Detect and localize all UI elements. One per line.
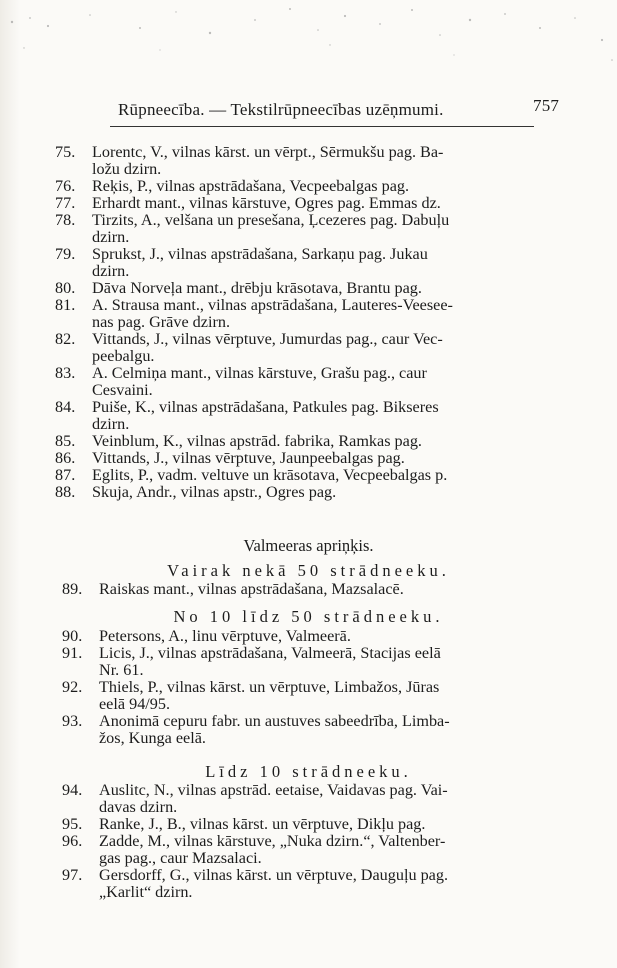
entry-text-continued: žos, Kunga eelā. bbox=[99, 729, 206, 747]
entry-number: 76. bbox=[55, 177, 76, 195]
entry-number: 86. bbox=[55, 449, 76, 467]
entry-text-continued: peebalgu. bbox=[92, 347, 155, 365]
entry-text: Thiels, P., vilnas kārst. un vērptuve, Limbažos, Jūras bbox=[99, 678, 440, 696]
entry-text: Eglits, P., vadm. veltuve un krāsotava, Vecpeebalgas p. bbox=[92, 466, 448, 484]
entry-text: Erhardt mant., vilnas kārstuve, Ogres pag. Emmas dz. bbox=[92, 194, 441, 212]
entry-text: Tirzits, A., velšana un presešana, Ļcezeres pag. Dabuļu bbox=[92, 211, 450, 229]
entry-number: 94. bbox=[62, 781, 83, 799]
entry-text: Vittands, J., vilnas vērptuve, Jaunpeebalgas pag. bbox=[92, 449, 405, 467]
entry-number: 96. bbox=[62, 832, 83, 850]
entry-number: 75. bbox=[55, 143, 76, 161]
entry-number: 87. bbox=[55, 466, 76, 484]
entry-text-continued: Nr. 61. bbox=[99, 661, 144, 679]
entry-text: Anonimā cepuru fabr. un austuves sabeedrība, Limba- bbox=[99, 712, 450, 730]
entry-number: 88. bbox=[55, 483, 76, 501]
entry-text: Dāva Norveļa mant., drēbju krāsotava, Brantu pag. bbox=[92, 279, 422, 297]
entry-number: 83. bbox=[55, 364, 76, 382]
entry-number: 90. bbox=[62, 627, 83, 645]
entry-number: 95. bbox=[62, 815, 83, 833]
entry-text: Veinblum, K., vilnas apstrād. fabrika, Ramkas pag. bbox=[92, 432, 422, 450]
entry-text-continued: dzirn. bbox=[92, 415, 130, 433]
entry-text: Licis, J., vilnas apstrādašana, Valmeerā, Stacijas eelā bbox=[99, 644, 441, 662]
entry-text-continued: Cesvaini. bbox=[92, 381, 153, 399]
subsection-more-than-50: Vairak nekā 50 strādneeku. bbox=[167, 561, 450, 580]
entry-text: Petersons, A., linu vērptuve, Valmeerā. bbox=[99, 627, 351, 645]
entry-number: 80. bbox=[55, 279, 76, 297]
subsection-up-to-10: Līdz 10 strādneeku. bbox=[205, 762, 412, 781]
entry-text: Puiše, K., vilnas apstrādašana, Patkules pag. Bikseres bbox=[92, 398, 439, 416]
entry-text: Raiskas mant., vilnas apstrādašana, Mazsalacē. bbox=[99, 580, 404, 598]
entry-text: Skuja, Andr., vilnas apstr., Ogres pag. bbox=[92, 483, 337, 501]
entry-text: Gersdorff, G., vilnas kārst. un vērptuve, Dauguļu pag. bbox=[99, 866, 449, 884]
entry-text-continued: „Karlit“ dzirn. bbox=[99, 883, 193, 901]
entry-text-continued: gas pag., caur Mazsalaci. bbox=[99, 849, 262, 867]
entry-text: Lorentc, V., vilnas kārst. un vērpt., Sērmukšu pag. Ba- bbox=[92, 143, 444, 161]
entry-text-continued: ložu dzirn. bbox=[92, 160, 162, 178]
entry-number: 78. bbox=[55, 211, 76, 229]
subsection-10-to-50: No 10 līdz 50 strādneeku. bbox=[173, 607, 444, 626]
entry-number: 79. bbox=[55, 245, 76, 263]
entry-number: 93. bbox=[62, 712, 83, 730]
entry-text: Auslitc, N., vilnas apstrād. eetaise, Vaidavas pag. Vai- bbox=[99, 781, 448, 799]
header-title: Rūpneecība. — Tekstilrūpneecības uzēņmumi. bbox=[118, 100, 444, 119]
entry-number: 91. bbox=[62, 644, 83, 662]
entry-number: 92. bbox=[62, 678, 83, 696]
entry-text-continued: davas dzirn. bbox=[99, 798, 178, 816]
entry-number: 89. bbox=[62, 580, 83, 598]
entry-text-continued: eelā 94/95. bbox=[99, 695, 171, 713]
entry-text: Reķis, P., vilnas apstrādašana, Vecpeebalgas pag. bbox=[92, 177, 410, 195]
entry-text: A. Celmiņa mant., vilnas kārstuve, Grašu pag., caur bbox=[92, 364, 427, 382]
entry-number: 82. bbox=[55, 330, 76, 348]
entry-number: 81. bbox=[55, 296, 76, 314]
entry-text: Zadde, M., vilnas kārstuve, „Nuka dzirn.“, Valtenber- bbox=[99, 832, 446, 850]
entry-text: Sprukst, J., vilnas apstrādašana, Sarkaņu pag. Jukau bbox=[92, 245, 428, 263]
entry-text-continued: nas pag. Grāve dzirn. bbox=[92, 313, 230, 331]
entry-text: Vittands, J., vilnas vērptuve, Jumurdas pag., caur Vec- bbox=[92, 330, 443, 348]
entry-number: 85. bbox=[55, 432, 76, 450]
entry-text-continued: dzirn. bbox=[92, 262, 130, 280]
entry-number: 77. bbox=[55, 194, 76, 212]
entry-text-continued: dzirn. bbox=[92, 228, 130, 246]
page-number: 757 bbox=[533, 96, 560, 115]
section-title: Valmeeras apriņķis. bbox=[243, 536, 374, 555]
entry-number: 97. bbox=[62, 866, 83, 884]
entry-text: Ranke, J., B., vilnas kārst. un vērptuve, Dikļu pag. bbox=[99, 815, 426, 833]
entry-text: A. Strausa mant., vilnas apstrādašana, Lauteres-Veesee- bbox=[92, 296, 453, 314]
entry-number: 84. bbox=[55, 398, 76, 416]
